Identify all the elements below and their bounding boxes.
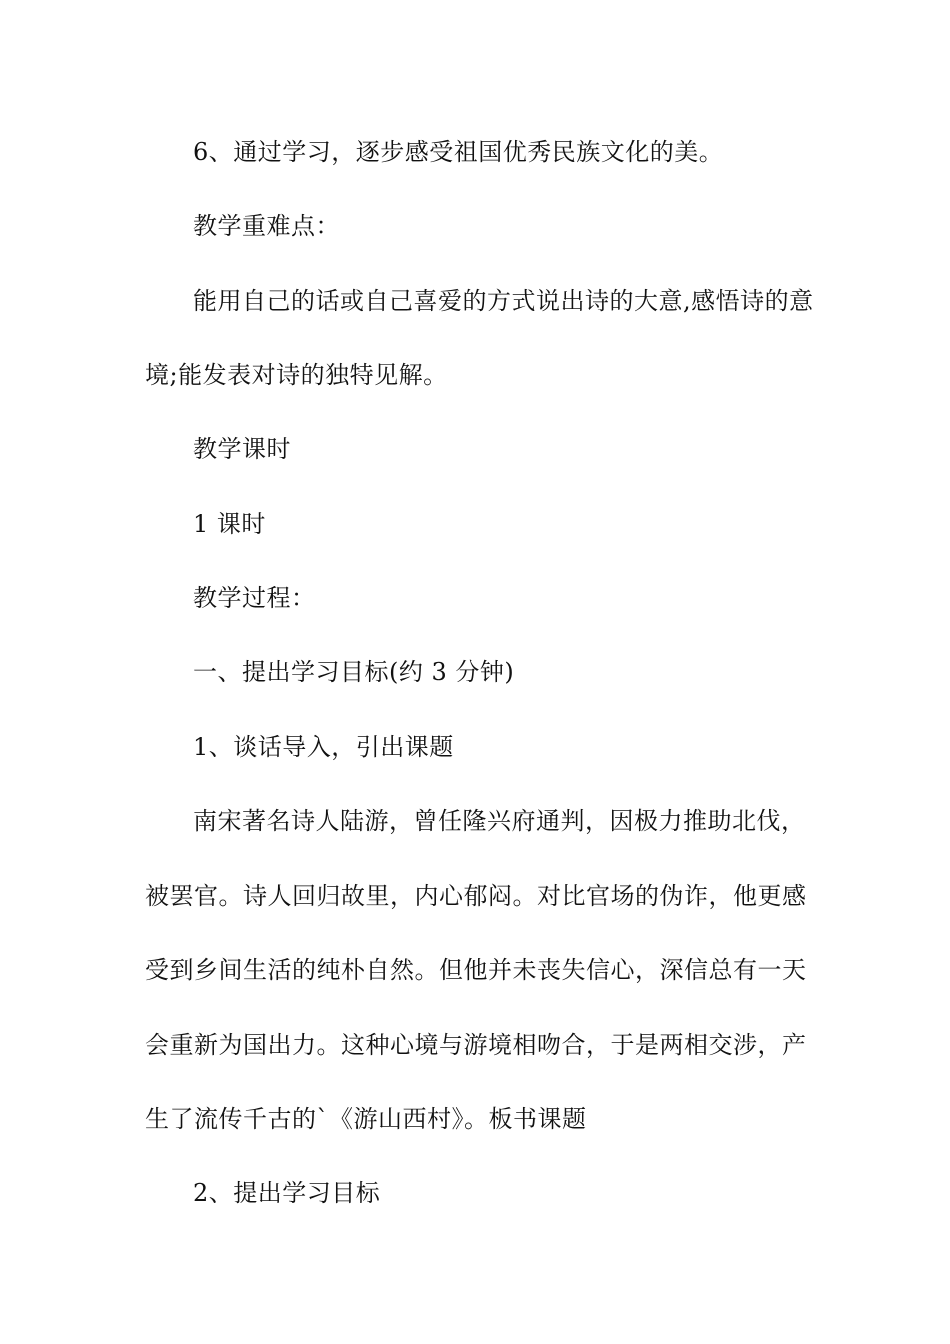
paragraph-goal-6: 6、通过学习，逐步感受祖国优秀民族文化的美。	[193, 138, 724, 166]
paragraph-difficulties-line-1: 能用自己的话或自己喜爱的方式说出诗的大意,感悟诗的意	[193, 287, 814, 315]
paragraph-difficulties-line-2: 境;能发表对诗的独特见解。	[145, 361, 448, 389]
subsection-heading-1: 1、谈话导入，引出课题	[193, 733, 454, 761]
heading-key-difficulties: 教学重难点：	[193, 212, 340, 240]
section-heading-1: 一、提出学习目标(约 3 分钟)	[193, 658, 515, 686]
paragraph-intro-line-5: 生了流传千古的`《游山西村》。板书课题	[145, 1105, 587, 1133]
heading-teaching-process: 教学过程：	[193, 584, 316, 612]
paragraph-intro-line-1: 南宋著名诗人陆游，曾任隆兴府通判，因极力推助北伐，	[193, 807, 806, 835]
paragraph-intro-line-3: 受到乡间生活的纯朴自然。但他并未丧失信心，深信总有一天	[145, 956, 807, 984]
paragraph-class-hours-value: 1 课时	[193, 510, 266, 538]
paragraph-intro-line-4: 会重新为国出力。这种心境与游境相吻合，于是两相交涉，产	[145, 1031, 807, 1059]
subsection-heading-2: 2、提出学习目标	[193, 1179, 381, 1207]
heading-class-hours: 教学课时	[193, 435, 291, 463]
paragraph-intro-line-2: 被罢官。诗人回归故里，内心郁闷。对比官场的伪诈，他更感	[145, 882, 807, 910]
